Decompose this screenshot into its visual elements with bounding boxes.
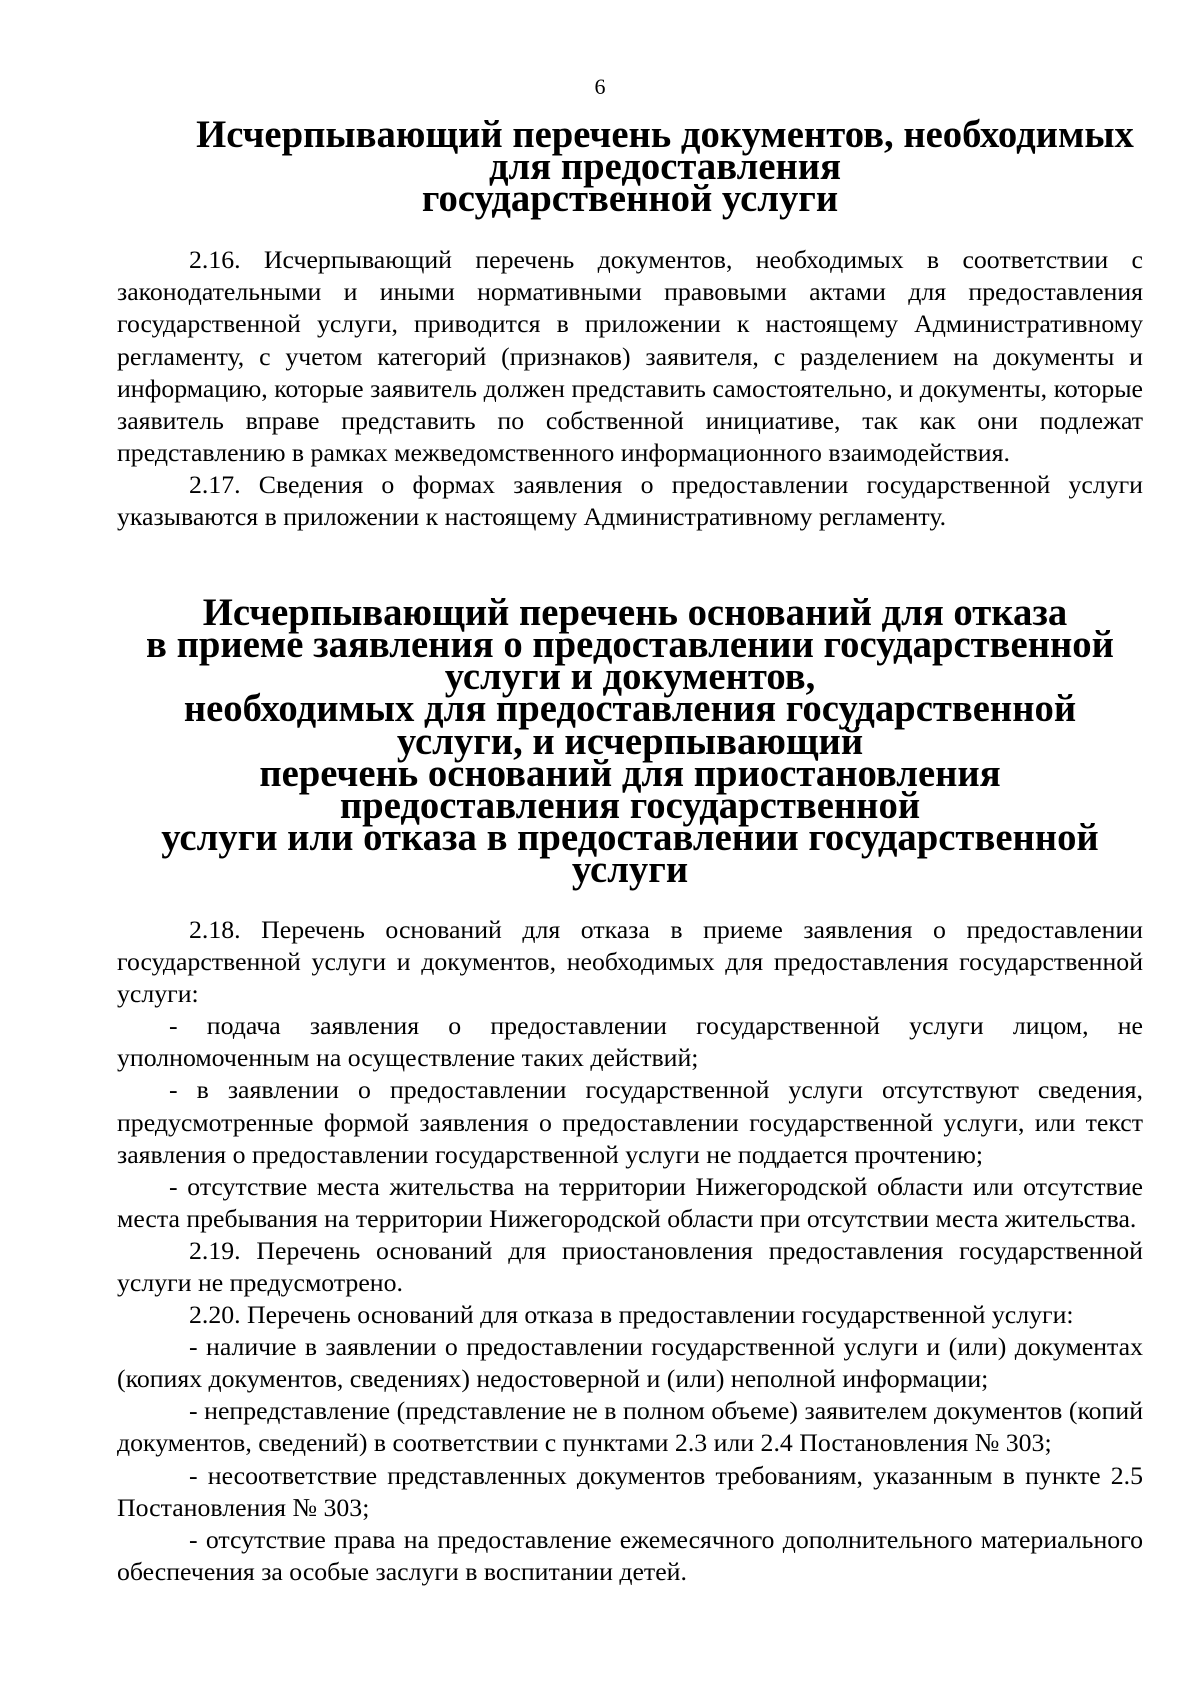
heading-line: услуги или отказа в предоставлении государственной услуги — [161, 816, 1099, 891]
list-item: - наличие в заявлении о предоставлении государственной услуги и (или) документах (копиях документов, сведениях) недостоверной и (или) неполной информации; — [117, 1332, 1143, 1394]
paragraph-2-17: 2.17. Сведения о формах заявления о предоставлении государственной услуги указываются в приложении к настоящему Административному регламенту. — [117, 469, 1143, 532]
paragraph-2-16: 2.16. Исчерпывающий перечень документов, необходимых в соответствии с законодательными и иными нормативными правовыми актами для предоставления государственной услуги, приводится в приложении к настоящему Административному регламенту, с учетом категорий (признаков) заявителя, с разделением на документы и информацию, которые заявитель должен представить самостоятельно, и документы, которые заявитель вправе представить по собственной инициативе, так как они подлежат представлению в рамках межведомственного информационного взаимодействия. — [117, 245, 1143, 467]
paragraph-2-20: 2.20. Перечень оснований для отказа в предоставлении государственной услуги: — [189, 1300, 1074, 1330]
paragraph-2-18: 2.18. Перечень оснований для отказа в приеме заявления о предоставлении государственной услуги и документов, необходимых для предоставления государственной услуги: — [117, 914, 1143, 1009]
list-item: - подача заявления о предоставлении государственной услуги лицом, не уполномоченным на осуществление таких действий; — [117, 1011, 1143, 1073]
heading-line: Исчерпывающий перечень документов, необходимых для предоставления — [196, 114, 1134, 189]
list-item: - несоответствие представленных документов требованиям, указанным в пункте 2.5 Постановления № 303; — [117, 1460, 1143, 1522]
list-item: - непредставление (представление не в полном объеме) заявителем документов (копий документов, сведений) в соответствии с пунктами 2.3 или 2.4 Постановления № 303; — [117, 1396, 1143, 1458]
list-item: - в заявлении о предоставлении государственной услуги отсутствуют сведения, предусмотренные формой заявления о предоставлении государственной услуги, или текст заявления о предоставлении государственной услуги не поддается прочтению; — [117, 1075, 1143, 1169]
paragraph-2-19: 2.19. Перечень оснований для приостановления предоставления государственной услуги не предусмотрено. — [117, 1235, 1143, 1297]
list-item: - отсутствие права на предоставление ежемесячного дополнительного материального обеспечения за особые заслуги в воспитании детей. — [117, 1524, 1143, 1586]
list-item: - отсутствие места жительства на территории Нижегородской области или отсутствие места пребывания на территории Нижегородской области при отсутствии места жительства. — [117, 1171, 1143, 1233]
section-heading-documents — [117, 114, 1143, 221]
page-number: 6 — [594, 74, 606, 99]
heading-line: государственной услуги — [421, 178, 839, 221]
heading-line: необходимых для предоставления государственной услуги, и исчерпывающий — [183, 688, 1077, 763]
section-heading-refusal-grounds — [117, 592, 1143, 891]
heading-line: перечень оснований для приостановления предоставления государственной — [259, 752, 1001, 827]
heading-line: Исчерпывающий перечень оснований для отказа — [202, 592, 1068, 635]
document-body — [117, 114, 1143, 1588]
heading-line: в приеме заявления о предоставлении государственной услуги и документов, — [146, 624, 1114, 699]
